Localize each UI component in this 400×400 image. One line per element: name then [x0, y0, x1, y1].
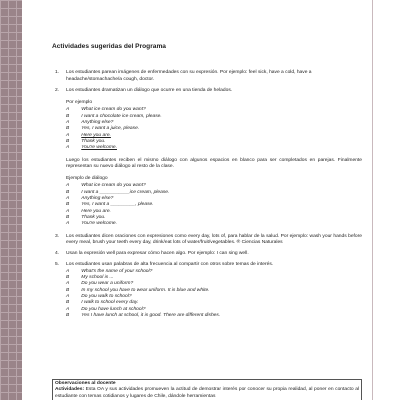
document-page — [52, 44, 362, 325]
line-text: Anything else? — [81, 120, 114, 126]
speaker: B — [66, 189, 70, 195]
dialog-example-3 — [66, 269, 362, 319]
dialog-heading: Ejemplo de diálogo — [66, 176, 108, 182]
dialog-line — [66, 221, 362, 227]
item-number: 4. — [55, 251, 60, 257]
speaker: B — [66, 300, 70, 306]
item-number: 5. — [55, 262, 60, 268]
speaker: A — [66, 120, 70, 126]
item-number: 2. — [55, 87, 60, 93]
line-text: Do you have lunch at school? — [81, 306, 146, 312]
line-text: What ice cream do you want? — [81, 107, 146, 113]
line-text: Yes I have lunch at school, it is good. There are different dishes. — [81, 312, 221, 318]
speaker: B — [66, 287, 70, 293]
line-text: Do you wear a uniform? — [81, 281, 134, 287]
line-text: Here you are. — [81, 132, 111, 138]
line-text: You're welcome. — [81, 145, 117, 151]
speaker: A — [66, 107, 70, 113]
line-text: Thank you. — [81, 138, 106, 144]
dialog-heading: Por ejemplo — [66, 100, 93, 106]
line-text: I want a ___________ice cream, please. — [81, 189, 170, 195]
speaker: B — [66, 214, 70, 220]
speaker: B — [66, 126, 70, 132]
speaker: B — [66, 202, 70, 208]
speaker: B — [66, 113, 70, 119]
dialog-line — [66, 145, 362, 151]
speaker: A — [66, 306, 70, 312]
line-text: I want a chocolate ice cream, please. — [81, 113, 162, 119]
item-text: Los estudiantes parean imágenes de enfermedades con su expresión. Por ejemplo: feel sick, have a cold, have a headache/stomachache/a cough, doctor. — [66, 70, 312, 82]
speaker: A — [66, 268, 70, 274]
line-text: Do you walk to school? — [81, 293, 132, 299]
speaker: A — [66, 221, 70, 227]
observaciones-text: Esta OA y sus actividades promueven la actitud de demostrar interés por conocer su propia realidad, al poner en contacto al estudiante con temas cotidianos y lugares de Chile, dándole herramientas — [55, 387, 360, 399]
item-text: Los estudiantes usan palabras de alta frecuencia al compartir con otros sobre temas de interés. — [66, 262, 274, 268]
line-text: Here you are. — [81, 208, 111, 214]
speaker: A — [66, 208, 70, 214]
line-text: In my school you have to wear uniform. It is blue and white. — [81, 287, 210, 293]
right-margin-rule — [372, 0, 373, 400]
dialog-example-2 — [66, 176, 362, 227]
decorative-sidebar — [0, 0, 22, 400]
speaker: A — [66, 145, 70, 151]
activity-item-1 — [52, 70, 362, 83]
item-text: Los estudiantes dicen oraciones con expresiones como every day, lots of, para hablar de la salud. Por ejemplo: wash your hands before every meal, brush your teeth every day, drink/eat lots of water/fruit/vegetables. ® Ciencias Naturales — [66, 233, 362, 245]
observaciones-heading: Observaciones al docente — [55, 381, 116, 386]
speaker: A — [66, 293, 70, 299]
observaciones-box — [52, 379, 362, 400]
activity-item-3 — [52, 234, 362, 247]
speaker: A — [66, 196, 70, 202]
line-text: You're welcome. — [81, 221, 117, 227]
speaker: A — [66, 183, 70, 189]
dialog-example-1 — [66, 100, 362, 151]
line-text: What's the name of your school? — [81, 268, 153, 274]
dialog-line — [66, 313, 362, 319]
observaciones-body — [55, 387, 359, 400]
item-number: 1. — [55, 70, 60, 76]
observaciones-label: Actividades: — [55, 387, 85, 393]
paragraph-mid: Luego los estudiantes reciben el mismo diálogo con algunos espacios en blanco para ser completados en parejas. Finalmente representan su nuevo diálogo al resto de la clase. — [66, 157, 362, 169]
line-text: I walk to school every day. — [81, 300, 139, 306]
activity-item-4 — [52, 251, 362, 257]
line-text: What ice cream do you want? — [81, 183, 146, 189]
activity-item-5 — [52, 262, 362, 268]
speaker: B — [66, 138, 70, 144]
speaker: B — [66, 275, 70, 281]
speaker: B — [66, 312, 70, 318]
speaker: A — [66, 132, 70, 138]
activity-item-2 — [52, 88, 362, 94]
item-number: 3. — [55, 233, 60, 239]
line-text: Thank you. — [81, 214, 106, 220]
item-text: Los estudiantes dramatizan un diálogo que ocurre en una tienda de helados. — [66, 87, 233, 93]
speaker: A — [66, 281, 70, 287]
line-text: My school is ... — [81, 275, 114, 281]
line-text: Anything else? — [81, 196, 114, 202]
line-text: Yes, I want a juice, please. — [81, 126, 140, 132]
page-title: Actividades sugeridas del Programa — [52, 43, 166, 50]
line-text: Yes, I want a _________, please. — [81, 202, 154, 208]
item-text: Usan la expresión well para expresar cómo hacen algo. Por ejemplo: I can sing well. — [66, 251, 249, 257]
